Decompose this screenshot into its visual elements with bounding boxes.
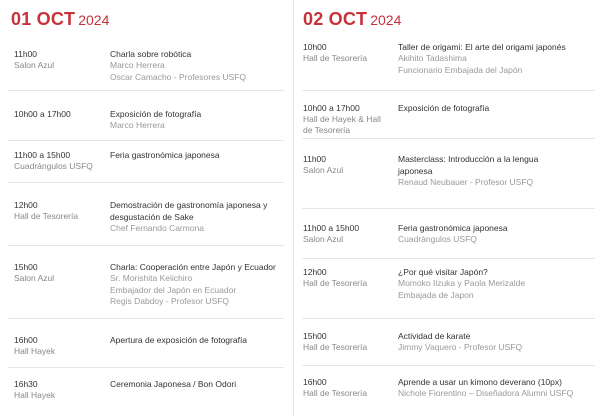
event-body (110, 378, 288, 390)
event-body (398, 41, 598, 76)
day-header (11, 9, 109, 30)
event-divider (302, 208, 595, 209)
event-location: Salon Azul (14, 273, 55, 283)
event-location: Salon Azul (303, 165, 344, 175)
event-title: Charla: Cooperación entre Japón y Ecuador (110, 262, 276, 272)
event-time: 11h00 a 15h00 (303, 223, 360, 233)
event-location: Hall Hayek (14, 346, 56, 356)
event-when-where (14, 149, 104, 172)
event-detail: Regis Dabdoy - Profesor USFQ (110, 296, 230, 306)
event-location: Hall de Tesorería (14, 211, 79, 221)
day-header (303, 9, 401, 30)
event-title: Demostración de gastronomía japonesa y desgustación de Sake (110, 200, 268, 222)
event-divider (8, 367, 284, 368)
event-body (110, 199, 288, 235)
event-detail: Marco Herrera (110, 60, 165, 70)
event-detail: Momoko Iizuka y Paola Merizalde (398, 278, 526, 288)
event-time: 16h30 (14, 379, 38, 389)
event-title: Aprende a usar un kimono deverano (10px) (398, 377, 562, 387)
event-when-where (14, 48, 104, 71)
event-time: 16h00 (14, 335, 38, 345)
event-when-where (303, 266, 393, 289)
event-body (110, 108, 288, 132)
event-body (110, 261, 288, 308)
event-divider (8, 140, 284, 141)
event-location: Hall de Tesorería (303, 342, 368, 352)
event-when-where (303, 41, 393, 64)
event-title: Charla sobre robótica (110, 49, 192, 59)
event-when-where (303, 153, 393, 176)
event-title: ¿Por qué visitar Japón? (398, 267, 488, 277)
event-body (110, 334, 288, 346)
event-divider (8, 245, 284, 246)
event-location: Hall de Hayek & Hall de Tesorería (303, 114, 381, 135)
event-detail: Chef Fernando Carmona (110, 223, 205, 233)
event-detail: Funcionario Embajada del Japón (398, 64, 523, 75)
event-body (110, 48, 288, 83)
event-title: Ceremonia Japonesa / Bon Odori (110, 379, 237, 389)
event-title: Masterclass: Introducción a la lengua japonesa (398, 154, 539, 176)
day-year: 2024 (370, 12, 402, 28)
event-location: Salon Azul (303, 234, 344, 244)
event-detail: Renaud Neubauer - Profesor USFQ (398, 177, 534, 187)
event-body (110, 149, 288, 161)
event-location: Cuadrángulos USFQ (14, 161, 93, 171)
event-detail: Akihito Tadashima (398, 53, 467, 63)
event-title: Feria gastronómica japonesa (110, 150, 220, 160)
event-title: Feria gastronómica japonesa (398, 223, 508, 233)
event-title: Actividad de karate (398, 331, 471, 341)
event-title: Taller de origami: El arte del origami japonés (398, 42, 566, 52)
day-year: 2024 (78, 12, 110, 28)
event-divider (302, 258, 595, 259)
event-body (398, 266, 598, 301)
day-column-oct-01 (0, 0, 290, 417)
day-date: 02 OCT (303, 9, 368, 29)
event-when-where (303, 222, 393, 245)
event-detail: Sr. Morishita Keiichiro (110, 273, 193, 283)
event-body (398, 153, 598, 189)
event-divider (302, 138, 595, 139)
event-detail: Nichole Fiorentino – Diseñadora Alumni USFQ (398, 388, 574, 398)
event-detail: Oscar Camacho - Profesores USFQ (110, 71, 247, 82)
event-time: 11h00 (14, 49, 38, 59)
event-time: 12h00 (14, 200, 38, 210)
event-time: 15h00 (14, 262, 38, 272)
event-divider (302, 365, 595, 366)
event-time: 11h00 (303, 154, 327, 164)
event-detail: Cuadrángulos USFQ (398, 234, 477, 244)
event-time: 10h00 a 17h00 (303, 103, 360, 113)
event-when-where (14, 334, 104, 357)
event-title: Exposición de fotografía (110, 109, 202, 119)
event-time: 12h00 (303, 267, 327, 277)
event-when-where (303, 102, 393, 136)
event-title: Apertura de exposición de fotografía (110, 335, 248, 345)
event-detail: Marco Herrera (110, 120, 165, 130)
event-location: Hall de Tesorería (303, 53, 368, 63)
event-detail: Jimmy Vaquero - Profesor USFQ (398, 342, 523, 352)
event-title: Exposición de fotografía (398, 103, 490, 113)
event-location: Hall de Tesorería (303, 388, 368, 398)
event-divider (302, 318, 595, 319)
event-when-where (303, 330, 393, 353)
event-location: Hall Hayek (14, 390, 56, 400)
event-body (398, 376, 598, 400)
event-divider (302, 90, 595, 91)
day-column-oct-02 (293, 0, 600, 417)
event-body (398, 330, 598, 354)
event-divider (8, 182, 284, 183)
event-time: 10h00 (303, 42, 327, 52)
event-location: Salon Azul (14, 60, 55, 70)
event-when-where (14, 199, 104, 222)
event-location: Hall de Tesorería (303, 278, 368, 288)
event-divider (8, 318, 284, 319)
event-when-where (14, 108, 104, 120)
event-body (398, 102, 598, 114)
event-time: 10h00 a 17h00 (14, 109, 71, 119)
event-divider (8, 90, 284, 91)
event-time: 11h00 a 15h00 (14, 150, 71, 160)
event-detail: Embajador del Japón en Ecuador (110, 284, 237, 295)
event-body (398, 222, 598, 246)
event-when-where (14, 261, 104, 284)
event-time: 16h00 (303, 377, 327, 387)
day-date: 01 OCT (11, 9, 76, 29)
event-time: 15h00 (303, 331, 327, 341)
event-when-where (303, 376, 393, 399)
event-detail: Embajada de Japon (398, 289, 474, 300)
event-when-where (14, 378, 104, 401)
